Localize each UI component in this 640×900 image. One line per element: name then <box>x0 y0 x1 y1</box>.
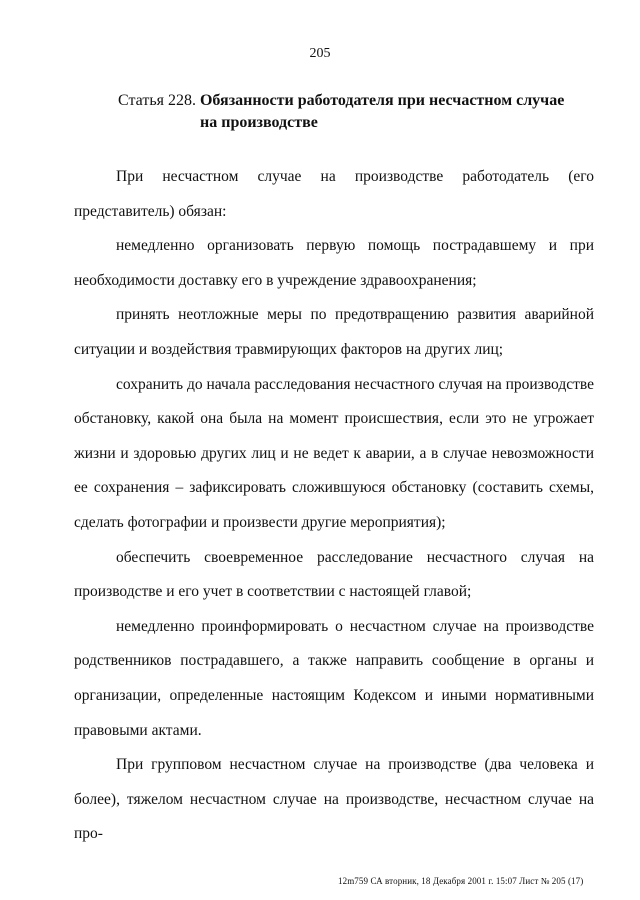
paragraph-investigation: обеспечить своевременное расследование несчастного случая на производстве и его учет в соответствии с настоящей главой; <box>74 548 594 601</box>
paragraph-preserve-scene: сохранить до начала расследования несчастного случая на производстве обстановку, какой она была на момент происшествия, если это не угрожает жизни и здоровью других лиц и не ведет к аварии, а в случае невозможности ее сохранения – зафиксировать сложившуюся обстановку (составить схемы, сделать фотографии и произвести другие мероприятия); <box>74 375 594 531</box>
paragraph-first-aid: немедленно организовать первую помощь пострадавшему и при необходимости доставку его в учреждение здравоохранения; <box>74 237 594 289</box>
article-title-continued: на производстве <box>200 114 318 131</box>
paragraph-intro: При несчастном случае на производстве работодатель (его представитель) обязан: <box>74 168 594 220</box>
page-number: 205 <box>309 46 331 61</box>
paragraph-notify: немедленно проинформировать о несчастном случае на производстве родственников пострадавшего, а также направить сообщение в органы и организации, определенные настоящим Кодексом и иными нормативными правовыми актами. <box>74 617 594 739</box>
article-heading <box>118 90 598 134</box>
article-label: Статья 228. <box>118 92 196 109</box>
article-body <box>74 160 594 852</box>
paragraph-group-accident: При групповом несчастном случае на производстве (два человека и более), тяжелом несчастном случае на производстве, несчастном случае на про- <box>74 756 594 843</box>
footer-stamp: 12m759 СА вторник, 18 Декабря 2001 г. 15:07 Лист № 205 (17) <box>338 876 584 886</box>
paragraph-emergency-measures: принять неотложные меры по предотвращению развития аварийной ситуации и воздействия травмирующих факторов на других лиц; <box>74 306 594 358</box>
article-title: Обязанности работодателя при несчастном случае <box>199 92 565 109</box>
